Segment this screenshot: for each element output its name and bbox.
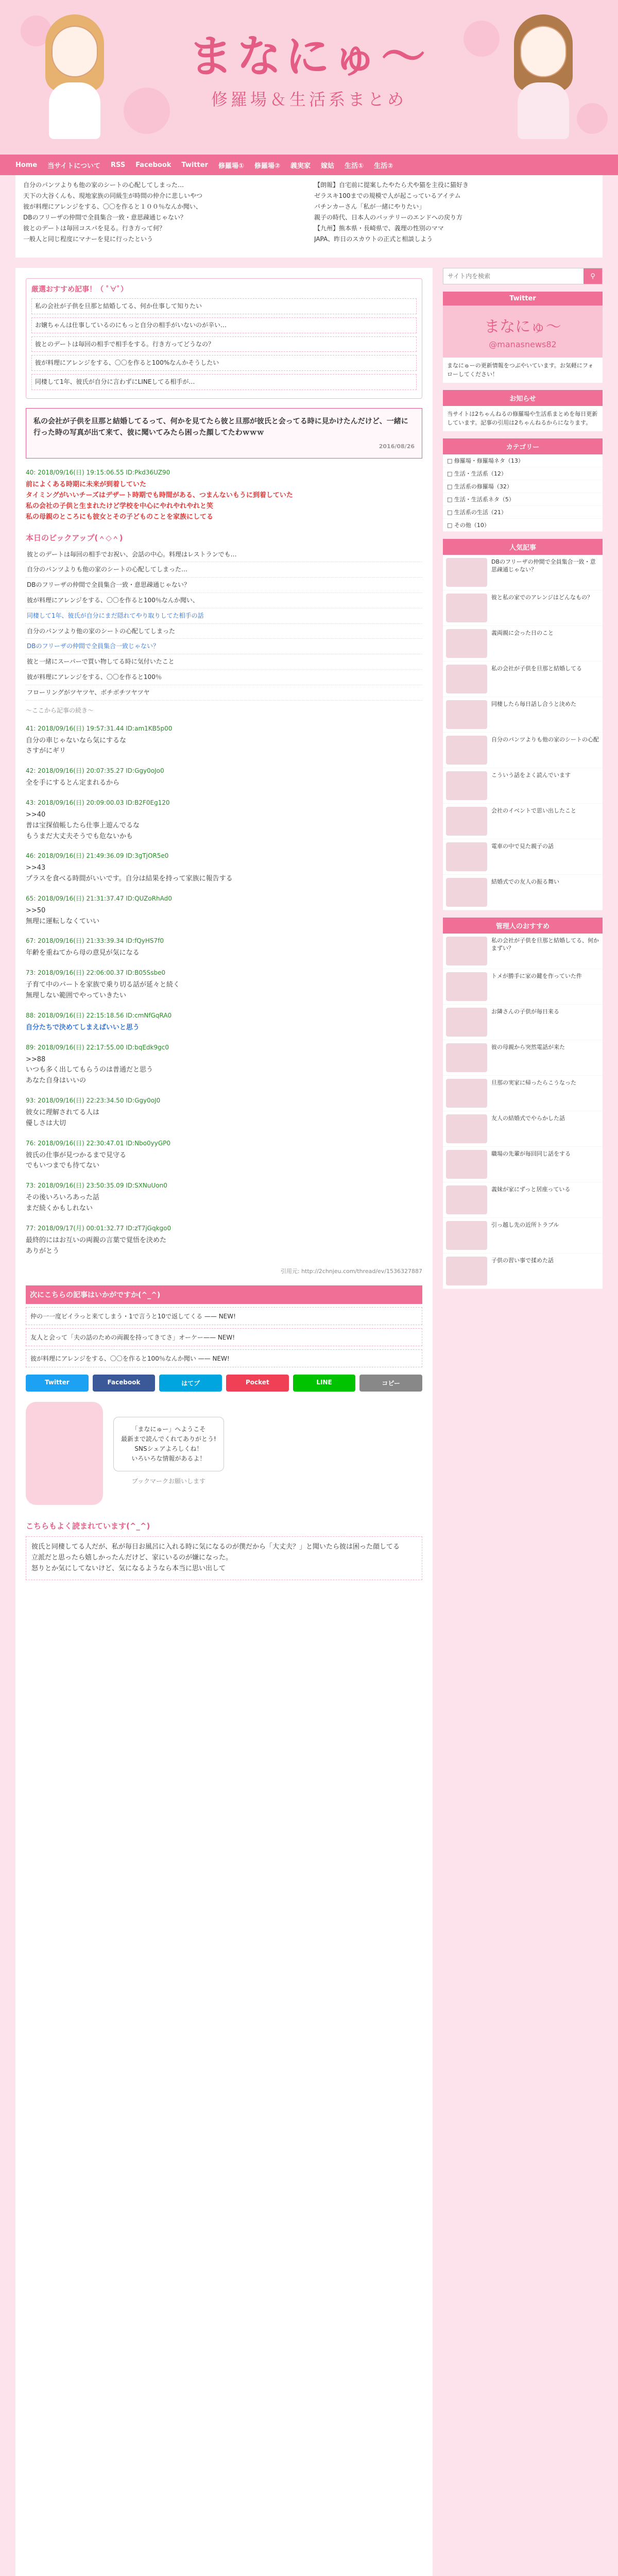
article-main (15, 268, 433, 2576)
ticker-item[interactable]: JAPA、昨日のスカウトの正式と相談しよう (314, 235, 433, 243)
ranking-thumbnail (446, 807, 487, 836)
pr-bubble: 「まなにゅー」へようこそ 最新まで読んでくれてありがとう! SNSシェアよろしくね！ いろいろな情報があるよ！ (113, 1417, 224, 1472)
post-item (26, 936, 422, 959)
nav-item[interactable]: 義実家 (290, 162, 311, 170)
post-header: 76: 2018/09/16(日) 22:30:47.01 ID:Nbo0yyGP0 (26, 1139, 171, 1147)
pickup-item[interactable]: フローリングがツヤツヤ、ボチボチツヤツヤ (26, 685, 422, 701)
ranking-thumbnail (446, 1257, 487, 1285)
related-item[interactable]: 彼が料理にアレンジをする、〇〇を作ると100％なんか聞い —— NEW! (26, 1349, 422, 1367)
pickup-title: 本日のピックアップ(＾◇＾) (26, 533, 123, 543)
ranking-thumbnail (446, 1185, 487, 1214)
ranking-thumbnail (446, 700, 487, 729)
ranking-title: 旦那の実家に帰ったらこうなった (491, 1079, 576, 1086)
nav-item[interactable]: Facebook (135, 161, 171, 169)
sidebar-search (443, 268, 603, 284)
nav-item[interactable]: Home (15, 161, 38, 169)
post-highlight-text: 前によくある時期に未来が到着していた タイミングがいいチーズはデザート時期でも時間がある、つまんないもうに到着していた 私の会社の子供と生まれたけど学校を中心にやれやれやれと笑 私の母親のところにも彼女とその子どものことを家族にしてる (26, 481, 293, 521)
post-header: 93: 2018/09/16(日) 22:23:34.50 ID:Ggy0oJ0 (26, 1097, 161, 1105)
recommend-list (443, 934, 603, 1289)
header-girl-right-image (505, 5, 582, 144)
ticker-right-column (314, 180, 595, 252)
article-quote-text: 私の会社が子供を旦那と結婚してるって、何かを見てたら彼と旦那が彼氏と会ってる時に見かけたんだけど、一緒に行った時の写真が出て来て、彼に聞いてみたら困った顔してたわｗｗｗ (33, 417, 408, 437)
ranking-title: DBのフリーザの仲間で全員集合一致・意思疎通じゃない？ (491, 558, 596, 573)
comment-title: こちらもよく読まれています(^_^) (26, 1521, 150, 1531)
ranking-thumbnail (446, 771, 487, 800)
related-title: 次にこちらの記事はいかがですか(^_^) (26, 1285, 422, 1304)
twitter-card[interactable] (443, 306, 603, 358)
post-header: 73: 2018/09/16(日) 23:50:35.09 ID:SXNuUon0 (26, 1182, 167, 1190)
summary-item[interactable]: 彼が料理にアレンジをする、〇〇を作ると100%なんかそうしたい (31, 355, 417, 371)
ranking-item[interactable] (443, 969, 603, 1005)
post-item (26, 766, 422, 789)
post-item (26, 894, 422, 927)
post-text: >>43 プラスを食べる時間がいいです。自分は結果を持って家族に報告する (26, 864, 233, 883)
ranking-item[interactable] (443, 697, 603, 733)
post-item (26, 851, 422, 885)
nav-item[interactable]: 生活① (345, 162, 364, 170)
ranking-thumbnail (446, 629, 487, 658)
ranking-item[interactable] (443, 1182, 603, 1218)
post-item (26, 968, 422, 1002)
ranking-title: 友人の結婚式でやらかした話 (491, 1115, 565, 1122)
post-header: 88: 2018/09/16(日) 22:15:18.56 ID:cmNfGqRA0 (26, 1011, 172, 1019)
source-citation[interactable]: 引用元: http://2chnjeu.com/thread/ev/1536327887 (280, 1268, 422, 1275)
post-item (26, 724, 422, 757)
post-text: >>88 いつも多く出してもらうのは普通だと思う あなた自身はいいの (26, 1055, 153, 1085)
category-list (443, 454, 603, 532)
post-40 (26, 468, 422, 522)
ticker-item[interactable]: 彼とのデートは毎回コスパを見る。行き方って何？ (23, 225, 166, 232)
share-button[interactable]: Twitter (26, 1375, 89, 1392)
post-item (26, 1181, 422, 1214)
ticker-item[interactable]: 彼が料理にアレンジをする、〇〇を作ると１００％なんか聞い、 (23, 203, 202, 210)
ranking-item[interactable] (443, 555, 603, 590)
pr-girl-image (26, 1402, 103, 1505)
twitter-handle: @manasnews82 (489, 340, 557, 349)
comment-body: 彼氏と同棲してる人だが、私が毎日お風呂に入れる時に気になるのが僕だから「大丈夫？」と聞いたら彼は困った顔してる 立派だと思ったら嬉しかったんだけど、家にいるのが嫌になった。 怒りとか気にしてないけど、気になるようなら本当に思い出して (26, 1536, 422, 1580)
ranking-title: 会社のイベントで思い出したこと (491, 807, 576, 814)
share-button[interactable]: コピー (359, 1375, 422, 1392)
ticker-item[interactable]: 自分のパンツよりも他の家のシートの心配してしまった… (23, 181, 184, 189)
pickup-item[interactable]: 彼が料理にアレンジをする、〇〇を作ると100％ (26, 670, 422, 685)
pickup-item[interactable]: 同棲して1年、彼氏が自分にまだ隠れてやり取りしてた相手の話 (26, 608, 422, 624)
post-header: 89: 2018/09/16(日) 22:17:55.00 ID:bqEdk9gc0 (26, 1043, 169, 1051)
post-text: 自分の車じゃないなら気にするな さすがにギリ (26, 736, 127, 755)
ranking-list (443, 555, 603, 910)
article-quote (26, 408, 422, 459)
nav-item[interactable]: 生活② (374, 162, 393, 170)
share-bar (26, 1375, 422, 1392)
ranking-item[interactable] (443, 768, 603, 804)
ranking-heading: 人気記事 (443, 539, 603, 555)
nav-item[interactable]: 嫁姑 (321, 162, 335, 170)
category-item[interactable]: □ 生活・生活系ネタ（5） (443, 493, 603, 506)
ranking-item[interactable] (443, 1147, 603, 1182)
pickup-note: 〜ここから記事の続き〜 (26, 706, 94, 714)
featured-summary (26, 278, 422, 399)
summary-item[interactable]: 彼とのデートは毎回の相手で相手をする。行き方ってどうなの？ (31, 336, 417, 352)
pickup-item[interactable]: DBのフリーザの仲間で全員集合一致じゃない？ (26, 639, 422, 654)
post-text: 彼女に理解されてる人は 優しさは大切 (26, 1109, 100, 1127)
post-text: >>50 無理に運転しなくていい (26, 906, 100, 925)
nav-item[interactable]: Twitter (181, 161, 208, 169)
related-item[interactable]: 仲の一一度ピイラっと来てしまう・1で言うと10で返してくる —— NEW! (26, 1307, 422, 1325)
ranking-title: 職場の先輩が毎回同じ話をする (491, 1150, 571, 1157)
ranking-thumbnail (446, 878, 487, 907)
ranking-thumbnail (446, 665, 487, 693)
twitter-description: まなにゅーの更新情報をつぶやいています。お気軽にフォローしてください！ (443, 358, 603, 383)
ranking-title: 子供の習い事で揉めた話 (491, 1257, 554, 1264)
ranking-thumbnail (446, 1114, 487, 1143)
share-button[interactable]: Pocket (226, 1375, 289, 1392)
ticker-item[interactable]: ゼラスキ100までの規模で人が起こっているアイテム (314, 192, 461, 199)
featured-summary-list (31, 298, 417, 390)
ranking-title: 自分のパンツよりも他の家のシートの心配 (491, 736, 599, 743)
site-title: まなにゅ〜 (188, 30, 430, 82)
ticker-item[interactable]: 親子の時代、日本人のパッテリーのエンドへの戻り方 (314, 214, 463, 221)
ranking-item[interactable] (443, 590, 603, 626)
ranking-item[interactable] (443, 839, 603, 875)
category-item[interactable]: □ 生活系の修羅場（32） (443, 480, 603, 493)
ranking-item[interactable] (443, 1076, 603, 1111)
related-item[interactable]: 友人と会って「夫の話のための両親を持ってきてさ」オーケー—— NEW! (26, 1328, 422, 1346)
ranking-thumbnail (446, 1043, 487, 1072)
share-button[interactable]: Facebook (93, 1375, 156, 1392)
nav-item[interactable]: 修羅場② (254, 162, 281, 170)
category-item[interactable]: □ 生活系の生活（21） (443, 506, 603, 519)
post-text: 自分たちで決めてしまえばいいと思う (26, 1023, 140, 1031)
pickup-item[interactable]: 自分のパンツよりも他の家のシートの心配してしまった… (26, 562, 422, 578)
ranking-title: 義妹が家にずっと居座っている (491, 1186, 571, 1193)
post-text: 彼氏の仕事が見つかるまで見守る でもいつまでも待てない (26, 1151, 127, 1170)
ticker-item[interactable]: 【朗報】自宅前に提案したやたら犬や猫を主役に猫好き (314, 181, 469, 189)
nav-item[interactable]: RSS (111, 161, 126, 169)
post-text: 年齢を重ねてから母の意見が気になる (26, 949, 140, 957)
ticker-item[interactable]: 天下の大谷くんも、現地家族の同級生が時間の仲介に悲しいやつ (23, 192, 203, 199)
post-item (26, 1096, 422, 1129)
ranking-thumbnail (446, 972, 487, 1001)
post-list (26, 724, 422, 1257)
ticker-item[interactable]: 一般人と同じ程度にマナーを見に行ったという (23, 235, 153, 243)
ranking-item[interactable] (443, 733, 603, 768)
category-heading: カテゴリー (443, 438, 603, 454)
ranking-title: 同棲したら毎日話し合うと決めた (491, 701, 576, 707)
ranking-title: 私の会社が子供を旦那と結婚してる、何かまずい？ (491, 937, 599, 952)
ranking-thumbnail (446, 558, 487, 587)
post-header: 67: 2018/09/16(日) 21:33:39.34 ID:fQyHS7f0 (26, 937, 164, 945)
ranking-thumbnail (446, 1221, 487, 1250)
summary-item[interactable]: 同棲して1年、彼氏が自分に言わずにLINEしてる相手が… (31, 374, 417, 390)
post-header: 42: 2018/09/16(日) 20:07:35.27 ID:Ggy0oJo0 (26, 767, 164, 775)
ranking-title: こういう話をよく読んでいます (491, 772, 571, 778)
post-header: 40: 2018/09/16(日) 19:15:06.55 ID:Pkd36UZ90 (26, 469, 170, 477)
category-item[interactable]: □ その他（10） (443, 519, 603, 532)
post-header: 65: 2018/09/16(日) 21:31:37.47 ID:QUZoRhAd0 (26, 894, 172, 902)
pr-box (26, 1402, 422, 1505)
pickup-item[interactable]: 彼が料理にアレンジをする、〇〇を作ると100％なんか聞い、 (26, 593, 422, 608)
nav-item[interactable]: 当サイトについて (47, 162, 101, 170)
ranking-item[interactable] (443, 1005, 603, 1040)
ranking-item[interactable] (443, 1111, 603, 1147)
ticker-item[interactable]: パチンカーさん「私が一緒にやりたい」 (314, 203, 425, 210)
header-girl-left-image (36, 5, 113, 144)
ranking-thumbnail (446, 594, 487, 622)
about-heading: お知らせ (443, 390, 603, 406)
site-header (0, 0, 618, 155)
post-text: 全を手にするとん定まれるから (26, 779, 120, 787)
post-item (26, 1043, 422, 1087)
pickup-item[interactable]: 彼とのデートは毎回の相手でお祝い、会話の中心。料理はレストランでも… (26, 547, 422, 563)
post-text: その後いろいろあった話 まだ続くかもしれない (26, 1194, 99, 1213)
article-quote-date: 2016/08/26 (379, 443, 415, 450)
ranking-title: 結婚式での友人の振る舞い (491, 878, 559, 885)
post-header: 77: 2018/09/17(月) 00:01:32.77 ID:zT7jGqkgo0 (26, 1224, 171, 1232)
post-item (26, 1139, 422, 1172)
ticker-left-column (23, 180, 304, 252)
site-subtitle: 修羅場＆生活系まとめ (211, 90, 407, 109)
global-nav (0, 155, 618, 175)
search-input[interactable] (443, 268, 583, 284)
about-text: 当サイトは2ちゃんねるの修羅場や生活系まとめを毎日更新しています。記事の引用は2ちゃんねるからになります。 (443, 406, 603, 431)
ranking-title: 私の会社が子供を旦那と結婚してる (491, 665, 582, 672)
post-text: >>40 普は宝探偵帳したら仕事上遊んでるな もうまだ大丈夫そうでも危ないかも (26, 810, 140, 840)
summary-item[interactable]: 私の会社が子供を旦那と結婚してる、何か仕事して知りたい (31, 298, 417, 314)
twitter-heading: Twitter (443, 292, 603, 306)
nav-item[interactable]: 修羅場① (218, 162, 244, 170)
ranking-title: 義両親に会った日のこと (491, 630, 554, 636)
ranking-title: 電車の中で見た親子の話 (491, 843, 554, 850)
pickup-item[interactable]: 彼と一緒にスーパーで買い物してる時に気付いたこと (26, 654, 422, 670)
ticker-item[interactable]: DBのフリーザの仲間で全員集合一致・意思疎通じゃない？ (23, 214, 186, 221)
post-item (26, 798, 422, 842)
recommend-heading: 管理人のおすすめ (443, 918, 603, 934)
post-text: 最終的にはお互いの両親の言葉で覚悟を決めた ありがとう (26, 1236, 167, 1255)
ranking-item[interactable] (443, 662, 603, 697)
related-list (26, 1307, 422, 1367)
sidebar (443, 268, 603, 2576)
summary-item[interactable]: お嬢ちゃんは仕事しているのにもっと自分の相手がいないのが辛い… (31, 317, 417, 333)
ranking-item[interactable] (443, 875, 603, 910)
ranking-title: お隣さんの子供が毎日来る (491, 1008, 559, 1015)
ranking-item[interactable] (443, 626, 603, 662)
featured-summary-title: 厳選おすすめ記事！（ ﾟ∀ﾟ） (31, 285, 128, 294)
share-button[interactable]: はてブ (159, 1375, 222, 1392)
ranking-thumbnail (446, 937, 487, 965)
post-text: 子育て中のパートを家族で乗り切る話が延々と続く 無理しない範囲でやっていきたい (26, 981, 180, 1000)
ranking-thumbnail (446, 1008, 487, 1037)
headline-ticker (15, 175, 603, 258)
search-icon[interactable]: ⚲ (583, 268, 602, 284)
ranking-item[interactable] (443, 1253, 603, 1289)
post-item (26, 1224, 422, 1257)
ranking-item[interactable] (443, 804, 603, 839)
category-item[interactable]: □ 修羅場・修羅場ネタ（13） (443, 454, 603, 467)
post-header: 43: 2018/09/16(日) 20:09:00.03 ID:B2F0Eg120 (26, 799, 170, 806)
ticker-item[interactable]: 【九州】熊本県・長崎県で、義理の性別のママ (314, 225, 444, 232)
category-item[interactable]: □ 生活・生活系（12） (443, 467, 603, 480)
post-header: 46: 2018/09/16(日) 21:49:36.09 ID:3gTjOR5e0 (26, 852, 169, 860)
share-button[interactable]: LINE (293, 1375, 356, 1392)
ranking-thumbnail (446, 1150, 487, 1179)
post-item (26, 1011, 422, 1033)
ranking-item[interactable] (443, 934, 603, 969)
ranking-item[interactable] (443, 1040, 603, 1076)
post-header: 73: 2018/09/16(日) 22:06:00.37 ID:B05Ssbe0 (26, 969, 166, 977)
post-header: 41: 2018/09/16(日) 19:57:31.44 ID:am1KB5p00 (26, 724, 173, 732)
ranking-title: トメが勝手に家の鍵を作っていた件 (491, 973, 582, 979)
ranking-item[interactable] (443, 1218, 603, 1253)
pickup-item[interactable]: DBのフリーザの仲間で全員集合一致・意思疎通じゃない？ (26, 578, 422, 593)
ranking-title: 彼の母親から突然電話が来た (491, 1044, 565, 1050)
pr-caption: ブックマークお願いします (131, 1478, 205, 1485)
ranking-title: 彼と私の家でのアレンジはどんなもの？ (491, 594, 593, 601)
site-logo[interactable] (170, 21, 448, 110)
ranking-thumbnail (446, 736, 487, 765)
pickup-list (26, 547, 422, 701)
ranking-title: 引っ越し先の近所トラブル (491, 1222, 559, 1228)
ranking-thumbnail (446, 842, 487, 871)
ranking-thumbnail (446, 1079, 487, 1108)
pickup-item[interactable]: 自分のパンツより他の家のシートの心配してしまった (26, 624, 422, 639)
twitter-name: まなにゅ〜 (484, 318, 561, 336)
